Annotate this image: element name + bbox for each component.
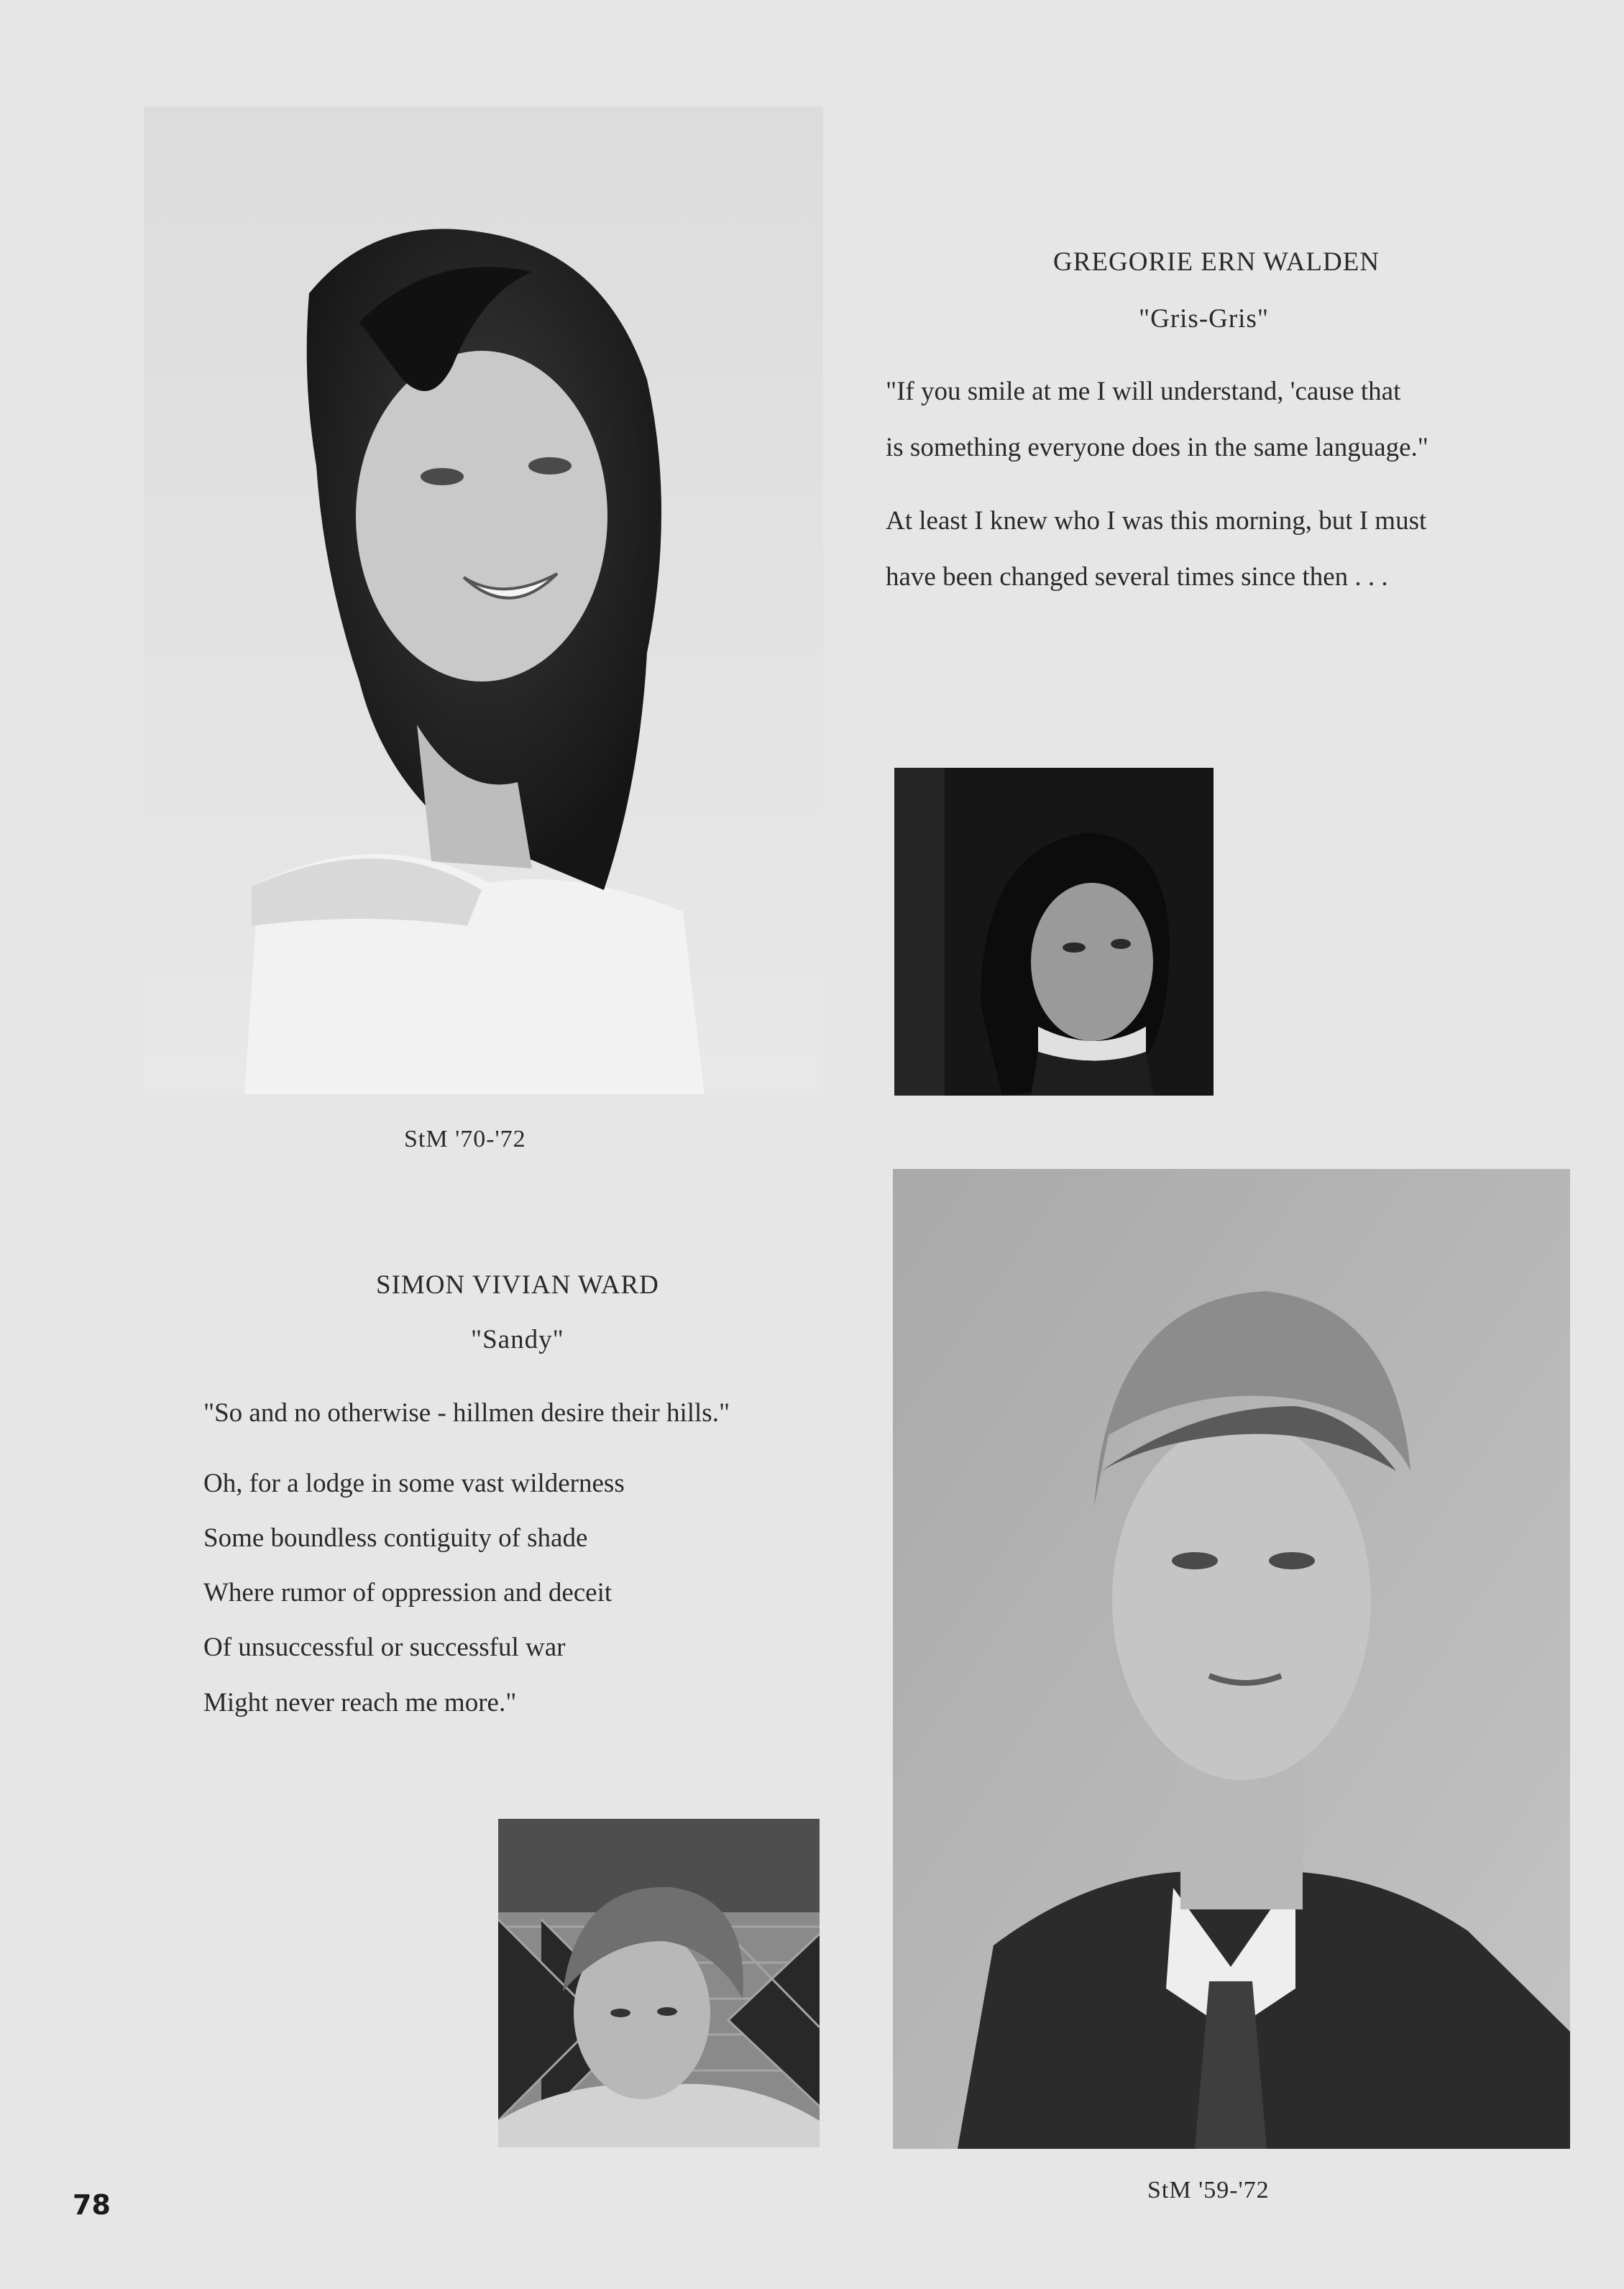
ward-verse-line-1: Oh, for a lodge in some vast wilderness: [203, 1469, 625, 1498]
ward-verse-line-2: Some boundless contiguity of shade: [203, 1523, 588, 1553]
walden-nickname: "Gris-Gris": [1139, 304, 1269, 334]
page-number: 78: [73, 2189, 111, 2221]
walden-name: GREGORIE ERN WALDEN: [1053, 247, 1380, 277]
ward-name: SIMON VIVIAN WARD: [376, 1270, 659, 1300]
ward-portrait-photo: [893, 1169, 1570, 2149]
walden-quote-line-1: "If you smile at me I will understand, 'cause that: [886, 377, 1401, 406]
walden-verse-line-2: have been changed several times since then . . .: [886, 562, 1388, 592]
ward-verse-line-4: Of unsuccessful or successful war: [203, 1633, 566, 1662]
ward-candid-photo: [498, 1819, 820, 2147]
ward-verse-line-5: Might never reach me more.": [203, 1688, 517, 1717]
walden-verse-line-1: At least I knew who I was this morning, but I must: [886, 506, 1427, 536]
ward-nickname: "Sandy": [471, 1325, 564, 1354]
walden-candid-photo: [894, 768, 1214, 1096]
walden-quote-line-2: is something everyone does in the same language.": [886, 433, 1428, 462]
ward-quote-line-1: "So and no otherwise - hillmen desire their hills.": [203, 1398, 730, 1428]
walden-years-caption: StM '70-'72: [404, 1126, 526, 1152]
ward-verse-line-3: Where rumor of oppression and deceit: [203, 1578, 613, 1607]
walden-portrait-photo: [144, 106, 823, 1094]
ward-years-caption: StM '59-'72: [1147, 2177, 1270, 2203]
